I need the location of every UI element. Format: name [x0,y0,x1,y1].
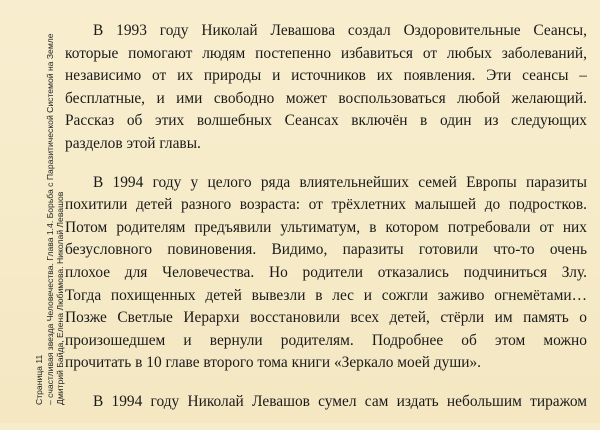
side-caption-rotated [34,5,66,405]
paragraph-1 [65,20,587,156]
text-line: независимо от их природы и источников их появления. Эти сеансы – [65,67,587,85]
text-line: Потом родителям предъявили ультиматум, в котором потребовали от них [65,218,587,236]
text-line: В 1993 году Николай Левашова создал Оздоровительные Сеансы, [93,22,587,39]
body-text [65,20,587,430]
text-line: разделов этой главы. [65,134,201,152]
text-line: которые помогают людям постепенно избавиться от любых заболеваний, [65,44,587,62]
text-line: Тогда похищенных детей вывезли в лес и сожгли заживо огнемётами… [65,286,587,304]
side-caption [4,0,64,423]
text-line: В 1994 году Николай Левашов сумел сам издать небольшим тиражом [93,392,587,410]
text-line: безусловного повиновения. Видимо, паразиты готовили что-то очень [65,241,587,259]
paragraph-2 [65,172,587,375]
text-line: бесплатные, и ими свободно может воспользоваться любой желающий. [65,89,587,107]
text-line: Рассказ об этих волшебных Сеансах включён в один из следующих [65,112,587,130]
text-line: произошедшем и вернули родителям. Подробнее об этом можно [65,331,587,349]
text-line: похитили детей разного возраста: от трёхлетних малышей до подростков. [65,196,587,214]
text-line: плохое для Человечества. Но родители отказались подчиниться Злу. [65,263,587,281]
chapter-caption: – счастливая звезда Человечества. Глава 1.4. Борьба с Паразитической Системой на Земле [44,33,55,405]
authors-caption: Дмитрий Байда, Елена Любимова. Николай Левашов [55,191,65,405]
page-number: Страница 11 [34,354,44,405]
paragraph-3 [65,391,587,414]
text-line: В 1994 году у целого ряда влиятельнейших семей Европы паразиты [93,173,587,191]
text-line: прочитать в 10 главе второго тома книги «Зеркало моей души». [65,354,482,372]
text-line: Позже Светлые Иерархи восстановили всех детей, стёрли им память о [65,309,587,327]
